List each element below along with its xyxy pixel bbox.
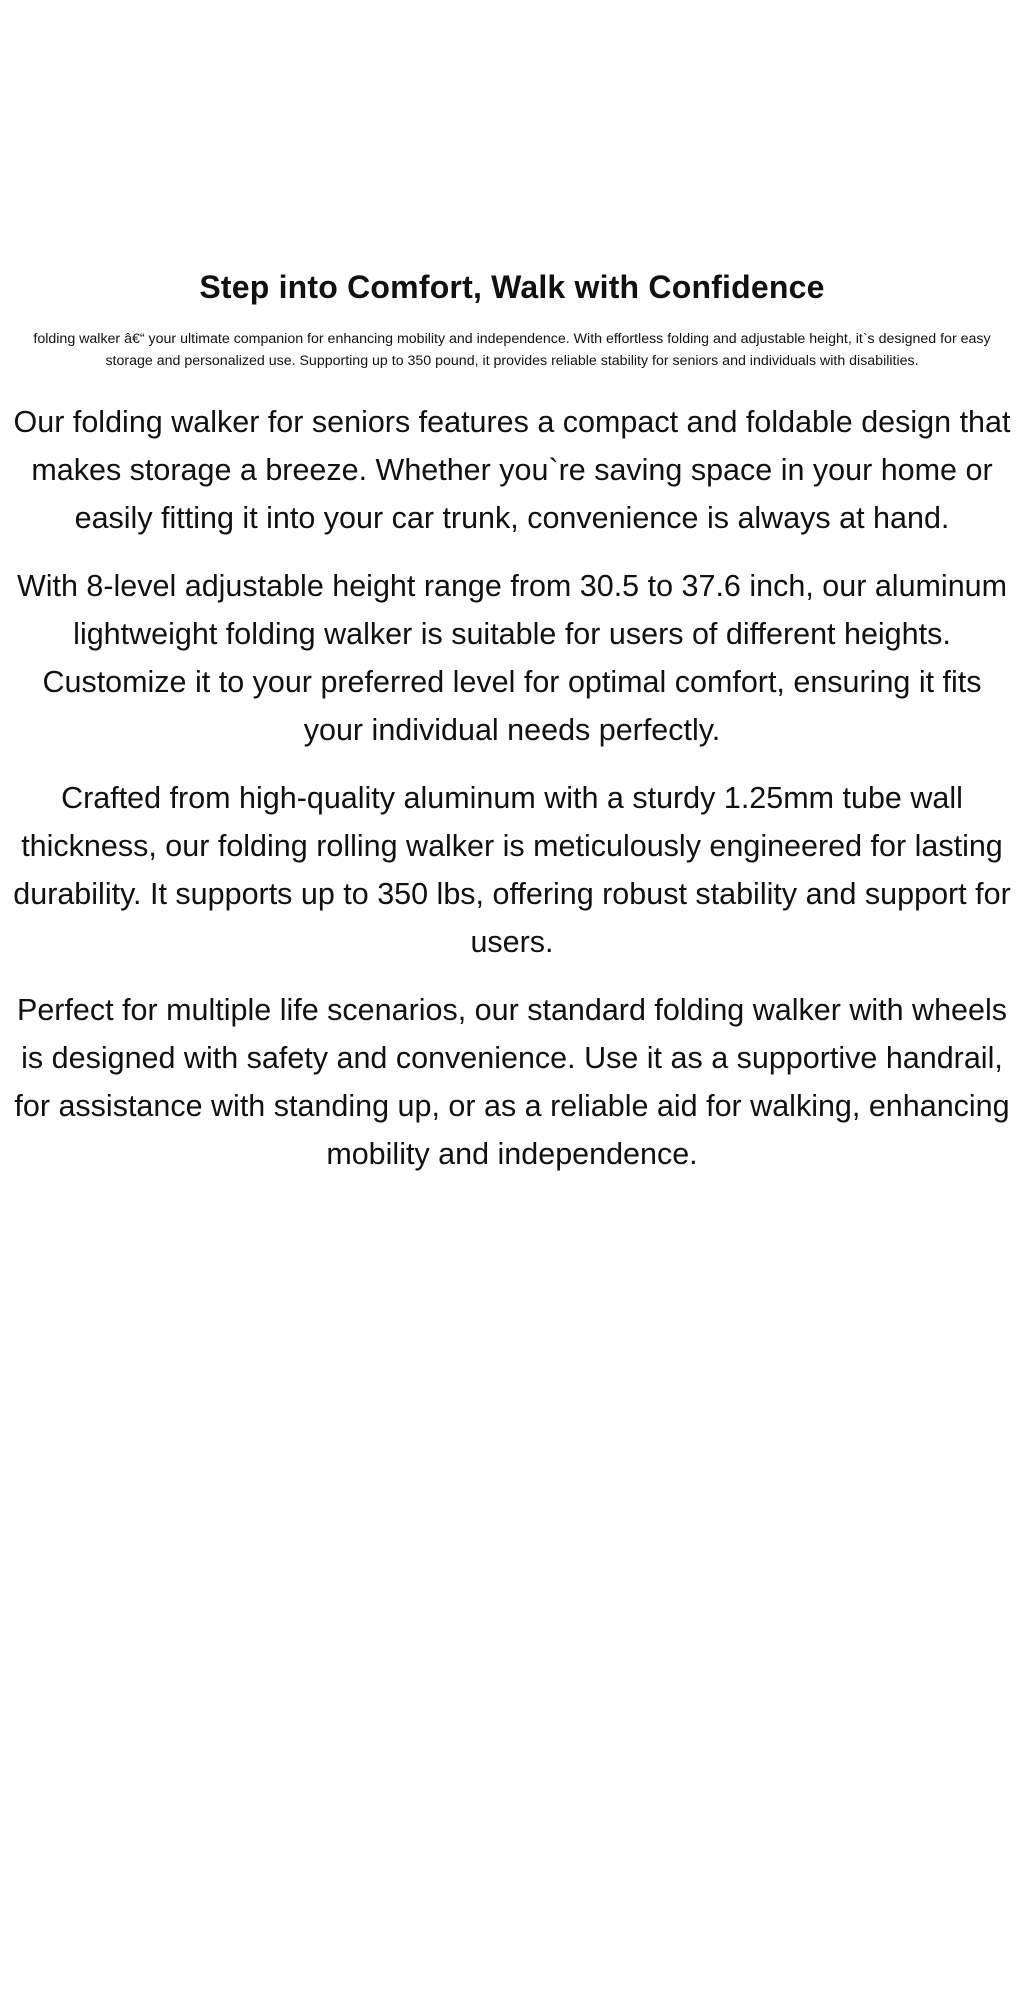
feature-paragraph-height: With 8-level adjustable height range from 30.5 to 37.6 inch, our aluminum lightweight folding walker is suitable for users of different heights. Customize it to your preferred level for optimal comfort, ensuring it fits your individual needs perfectly. <box>16 569 1008 747</box>
feature-paragraph-scenarios: Perfect for multiple life scenarios, our standard folding walker with wheels is designed with safety and convenience. Use it as a supportive handrail, for assistance with standing up, or as a reliable aid for walking, enhancing mobility and independence. <box>14 993 1010 1171</box>
feature-paragraph-storage: Our folding walker for seniors features a compact and foldable design that makes storage a breeze. Whether you`re saving space in your home or easily fitting it into your car trunk, convenience is always at hand. <box>13 405 1011 535</box>
feature-paragraph-durability: Crafted from high-quality aluminum with a sturdy 1.25mm tube wall thickness, our folding rolling walker is meticulously engineered for lasting durability. It supports up to 350 lbs, offering robust stability and support for users. <box>13 781 1011 959</box>
section-title: Step into Comfort, Walk with Confidence <box>199 269 825 305</box>
intro-text: folding walker â€“ your ultimate companion for enhancing mobility and independence. With effortless folding and adjustable height, it`s designed for easy storage and personalized use. Supporting up to 350 pound, it provides reliable stability for seniors and individuals with disabilities. <box>33 331 991 369</box>
product-description-section <box>0 268 1024 1178</box>
